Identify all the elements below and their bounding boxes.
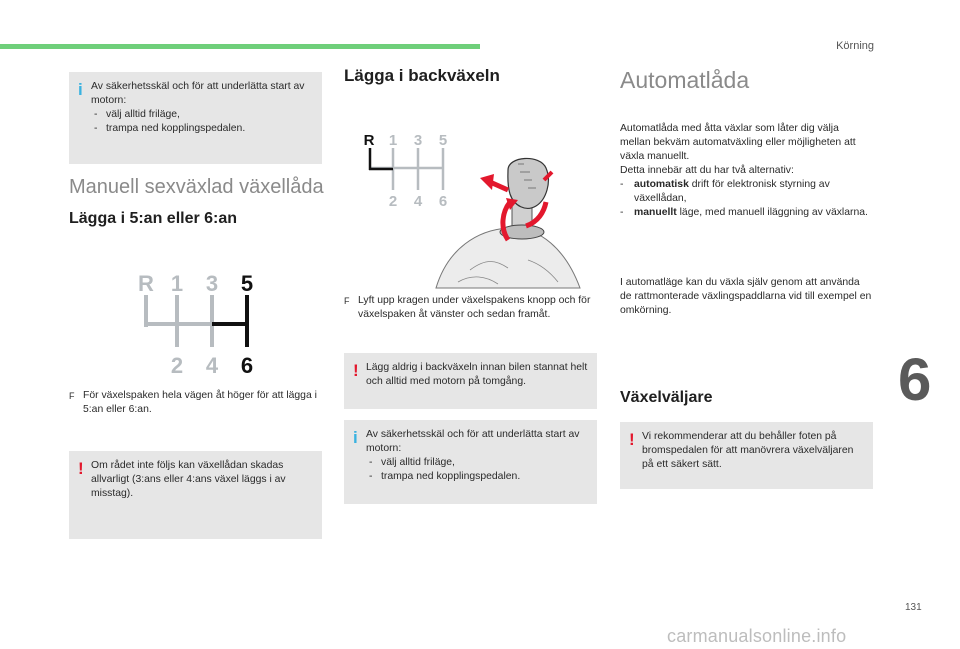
chapter-number: 6	[898, 346, 932, 413]
info-item: - välj alltid friläge,	[366, 456, 589, 470]
section-title-manual: Manuell sexväxlad växellåda	[69, 176, 324, 198]
warning-box-reverse	[344, 353, 597, 409]
paragraph-paddles: I automatläge kan du växla själv genom att använda de rattmonterade växlingspaddlarna vid till exempel en omkörning.	[620, 277, 872, 316]
warning-icon: !	[629, 430, 635, 449]
instruction-bullet	[344, 294, 599, 322]
instruction-bullet	[69, 389, 324, 417]
info-item: - välj alltid friläge,	[91, 108, 314, 122]
warning-text: Vi rekommenderar att du behåller foten på bromspedalen för att manövrera växelväljaren på ett säkert sätt.	[642, 431, 854, 470]
subtitle-gear-5-6: Lägga i 5:an eller 6:an	[69, 210, 238, 227]
bullet-text: För växelspaken hela vägen åt höger för att lägga i 5:an eller 6:an.	[83, 390, 317, 415]
gear-label-2: 2	[170, 353, 184, 378]
bullet-text: Lyft upp kragen under växelspakens knopp och för växelspaken åt vänster och sedan framåt.	[358, 295, 591, 320]
warning-icon: !	[78, 459, 84, 478]
page-number: 131	[905, 602, 922, 613]
section-title-automatic: Automatlåda	[620, 67, 750, 93]
warning-box-gear	[69, 451, 322, 539]
warning-box-selector	[620, 422, 873, 489]
gear-label-4: 4	[413, 193, 423, 210]
info-intro: Av säkerhetsskäl och för att underlätta start av motorn:	[366, 429, 580, 454]
option-text: drift för elektronisk styrning av växellådan,	[634, 179, 830, 204]
section-name: Körning	[836, 40, 874, 52]
gear-label-3: 3	[205, 271, 219, 296]
gear-label-r: R	[138, 271, 154, 296]
gear-label-r: R	[363, 132, 375, 149]
warning-text: Lägg aldrig i backväxeln innan bilen stannat helt och alltid med motorn på tomgång.	[366, 362, 588, 387]
gear-label-4: 4	[205, 353, 219, 378]
bullet-symbol: F	[344, 296, 350, 306]
info-intro: Av säkerhetsskäl och för att underlätta start av motorn:	[91, 81, 305, 106]
gear-label-1: 1	[170, 271, 184, 296]
option-text: läge, med manuell iläggning av växlarna.	[676, 207, 868, 218]
automatic-description	[620, 122, 872, 220]
bullet-symbol: F	[69, 391, 75, 401]
gear-label-1: 1	[388, 132, 398, 149]
header-accent-bar	[0, 44, 480, 49]
info-box-safety	[69, 72, 322, 164]
info-item: - trampa ned kopplingspedalen.	[366, 470, 589, 484]
section-title-reverse: Lägga i backväxeln	[344, 66, 500, 85]
option-term: automatisk	[634, 179, 689, 190]
gear-lever-illustration	[428, 150, 588, 290]
option-item	[620, 206, 872, 220]
option-item	[620, 178, 872, 206]
paragraph: Automatlåda med åtta växlar som låter dig välja mellan bekväm automatväxling eller möjligheten att växla manuellt.	[620, 123, 856, 162]
info-item: - trampa ned kopplingspedalen.	[91, 122, 314, 136]
warning-icon: !	[353, 361, 359, 380]
gear-label-5: 5	[438, 132, 448, 149]
info-icon: i	[353, 428, 358, 447]
info-box-safety	[344, 420, 597, 504]
option-term: manuellt	[634, 207, 677, 218]
gear-diagram-5-6	[120, 265, 280, 380]
gear-label-5: 5	[240, 271, 254, 296]
gear-label-3: 3	[413, 132, 423, 149]
info-icon: i	[78, 80, 83, 99]
paragraph: Detta innebär att du har två alternativ:	[620, 165, 794, 176]
watermark: carmanualsonline.info	[667, 626, 847, 646]
gear-label-6: 6	[438, 193, 448, 210]
gear-label-2: 2	[388, 193, 398, 210]
gear-label-6: 6	[240, 353, 254, 378]
warning-text: Om rådet inte följs kan växellådan skadas allvarligt (3:ans eller 4:ans växel läggs i av misstag).	[91, 460, 286, 499]
subtitle-gear-selector: Växelväljare	[620, 389, 713, 406]
